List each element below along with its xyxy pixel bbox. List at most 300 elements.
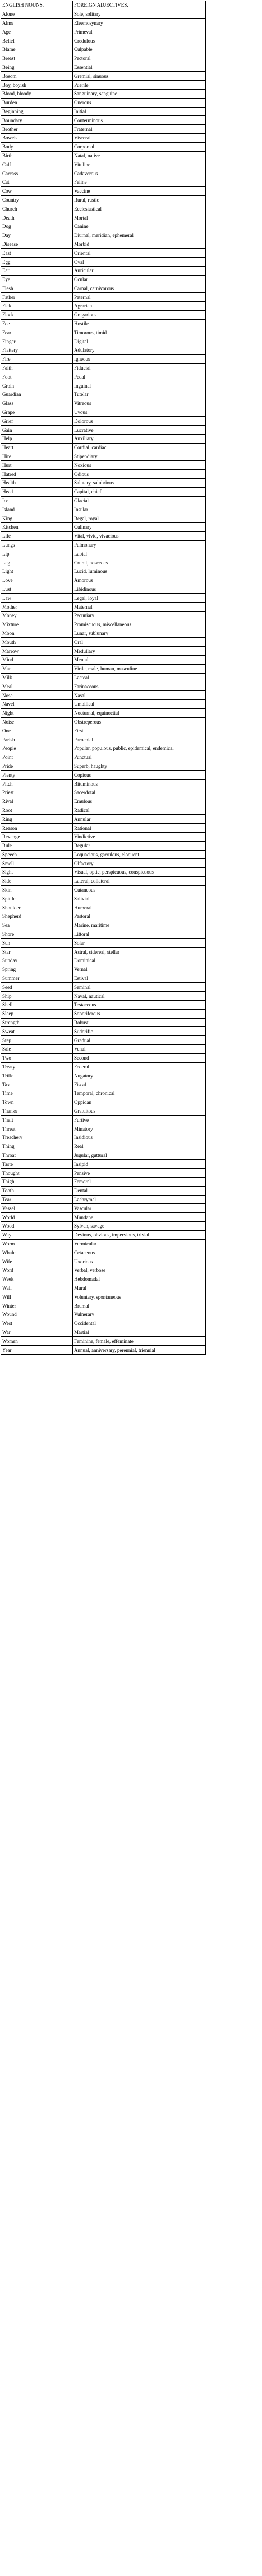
table-row	[1, 496, 206, 505]
table-row	[1, 1177, 206, 1186]
english-noun-cell: War	[1, 1328, 73, 1337]
english-noun-cell: Church	[1, 204, 73, 213]
foreign-adjective-cell: Nasal	[73, 691, 206, 700]
table-row	[1, 81, 206, 90]
english-noun-cell: Field	[1, 302, 73, 311]
foreign-adjective-cell: Ecclesiastical	[73, 204, 206, 213]
foreign-adjective-cell: Lacteal	[73, 673, 206, 682]
table-row	[1, 54, 206, 63]
english-noun-cell: Leg	[1, 558, 73, 567]
table-row	[1, 1027, 206, 1036]
english-noun-cell: Gain	[1, 426, 73, 435]
english-noun-cell: Speech	[1, 850, 73, 859]
foreign-adjective-cell: Humeral	[73, 903, 206, 912]
foreign-adjective-cell: First	[73, 726, 206, 735]
foreign-adjective-cell: Olfactory	[73, 859, 206, 868]
table-row	[1, 682, 206, 691]
english-noun-cell: Ship	[1, 992, 73, 1001]
english-noun-cell: Calf	[1, 160, 73, 169]
table-row	[1, 974, 206, 983]
foreign-adjective-cell: Marine, maritime	[73, 921, 206, 930]
foreign-adjective-cell: Estival	[73, 974, 206, 983]
foreign-adjective-cell: Annular	[73, 815, 206, 824]
english-noun-cell: Mind	[1, 655, 73, 664]
foreign-adjective-cell: Agrarian	[73, 302, 206, 311]
foreign-adjective-cell: Primeval	[73, 27, 206, 36]
foreign-adjective-cell: Credulous	[73, 36, 206, 45]
english-noun-cell: Threat	[1, 1124, 73, 1133]
english-noun-cell: Vessel	[1, 1204, 73, 1213]
english-noun-cell: Priest	[1, 788, 73, 797]
table-row	[1, 1001, 206, 1010]
english-noun-cell: Bosom	[1, 72, 73, 81]
english-noun-cell: Shell	[1, 1001, 73, 1010]
foreign-adjective-cell: Cordial, cardiac	[73, 443, 206, 452]
table-row	[1, 1319, 206, 1328]
foreign-adjective-cell: Noxious	[73, 461, 206, 470]
foreign-adjective-cell: Loquacious, garrulous, eloquent.	[73, 850, 206, 859]
foreign-adjective-cell: Oral	[73, 638, 206, 647]
foreign-adjective-cell: Inguinal	[73, 381, 206, 390]
table-row	[1, 390, 206, 399]
english-noun-cell: Wife	[1, 1257, 73, 1266]
foreign-adjective-cell: Libidinous	[73, 585, 206, 594]
english-noun-cell: Boy, boyish	[1, 81, 73, 90]
foreign-adjective-cell: Virile, male, human, masculine	[73, 664, 206, 673]
english-noun-cell: Pitch	[1, 780, 73, 788]
table-row	[1, 992, 206, 1001]
foreign-adjective-cell: Nocturnal, equinoctial	[73, 708, 206, 717]
table-row	[1, 744, 206, 753]
foreign-adjective-cell: Furtive	[73, 1116, 206, 1124]
english-noun-cell: Revenge	[1, 832, 73, 841]
foreign-adjective-cell: Initial	[73, 107, 206, 116]
english-noun-cell: Sea	[1, 921, 73, 930]
foreign-adjective-cell: Punctual	[73, 753, 206, 762]
english-noun-cell: Spring	[1, 965, 73, 974]
foreign-adjective-cell: Sanguinary, sanguine	[73, 89, 206, 98]
header-foreign-adjectives: FOREIGN ADJECTIVES.	[73, 1, 206, 10]
header-row	[1, 1, 206, 10]
foreign-adjective-cell: Visceral	[73, 133, 206, 142]
english-noun-cell: Burden	[1, 98, 73, 107]
table-row	[1, 1257, 206, 1266]
table-row	[1, 435, 206, 444]
table-row	[1, 611, 206, 620]
foreign-adjective-cell: Salivial	[73, 894, 206, 903]
english-noun-cell: Dog	[1, 222, 73, 231]
english-noun-cell: Alone	[1, 10, 73, 18]
english-noun-cell: Age	[1, 27, 73, 36]
table-row	[1, 1213, 206, 1222]
foreign-adjective-cell: Vascular	[73, 1204, 206, 1213]
foreign-adjective-cell: Temporal, chronical	[73, 1089, 206, 1098]
table-row	[1, 1009, 206, 1018]
table-row	[1, 479, 206, 488]
foreign-adjective-cell: Cetaceous	[73, 1248, 206, 1257]
english-noun-cell: Sun	[1, 939, 73, 948]
english-noun-cell: Ice	[1, 496, 73, 505]
table-row	[1, 178, 206, 186]
english-noun-cell: Treachery	[1, 1133, 73, 1142]
english-noun-cell: Will	[1, 1292, 73, 1301]
table-row	[1, 195, 206, 204]
table-row	[1, 452, 206, 461]
english-noun-cell: Lust	[1, 585, 73, 594]
english-noun-cell: Ear	[1, 266, 73, 275]
table-row	[1, 523, 206, 532]
english-noun-cell: Foot	[1, 372, 73, 381]
table-row	[1, 89, 206, 98]
foreign-adjective-cell: Solar	[73, 939, 206, 948]
english-noun-cell: Fear	[1, 328, 73, 337]
foreign-adjective-cell: Oriental	[73, 249, 206, 258]
foreign-adjective-cell: Lucrative	[73, 426, 206, 435]
table-row	[1, 505, 206, 514]
english-noun-cell: Carcass	[1, 169, 73, 178]
foreign-adjective-cell: Essential	[73, 63, 206, 72]
english-noun-cell: Blood, bloody	[1, 89, 73, 98]
foreign-adjective-cell: Maternal	[73, 603, 206, 612]
foreign-adjective-cell: Vermicular	[73, 1239, 206, 1248]
foreign-adjective-cell: Rural, rustic	[73, 195, 206, 204]
english-noun-cell: Life	[1, 531, 73, 540]
table-row	[1, 797, 206, 806]
foreign-adjective-cell: Farinaceous	[73, 682, 206, 691]
foreign-adjective-cell: Culinary	[73, 523, 206, 532]
table-row	[1, 1337, 206, 1346]
english-noun-cell: Love	[1, 576, 73, 585]
table-row	[1, 1248, 206, 1257]
foreign-adjective-cell: Eleemosynary	[73, 18, 206, 27]
table-row	[1, 717, 206, 726]
english-noun-cell: Flattery	[1, 346, 73, 355]
english-noun-cell: Mixture	[1, 620, 73, 629]
table-row	[1, 1053, 206, 1062]
foreign-adjective-cell: Pastoral	[73, 912, 206, 921]
english-noun-cell: Rival	[1, 797, 73, 806]
table-row	[1, 903, 206, 912]
foreign-adjective-cell: Popular, populous, public, epidemical, endemical	[73, 744, 206, 753]
english-noun-cell: Thing	[1, 1142, 73, 1151]
english-noun-cell: Pride	[1, 762, 73, 771]
foreign-adjective-cell: Fiducial	[73, 363, 206, 372]
foreign-adjective-cell: Gregarious	[73, 310, 206, 319]
english-noun-cell: Shoulder	[1, 903, 73, 912]
table-row	[1, 965, 206, 974]
table-row	[1, 930, 206, 939]
foreign-adjective-cell: Salutary, salubrious	[73, 479, 206, 488]
english-noun-cell: Smell	[1, 859, 73, 868]
foreign-adjective-cell: Copious	[73, 771, 206, 780]
english-noun-cell: Root	[1, 806, 73, 815]
table-row	[1, 1328, 206, 1337]
table-row	[1, 169, 206, 178]
table-row	[1, 133, 206, 142]
english-noun-cell: Mouth	[1, 638, 73, 647]
table-row	[1, 302, 206, 311]
foreign-adjective-cell: Oval	[73, 258, 206, 267]
foreign-adjective-cell: Vulnerary	[73, 1310, 206, 1319]
foreign-adjective-cell: Capital, chief	[73, 487, 206, 496]
table-row	[1, 859, 206, 868]
table-row	[1, 231, 206, 240]
english-noun-cell: Groin	[1, 381, 73, 390]
foreign-adjective-cell: Diurnal, meridian, ephemeral	[73, 231, 206, 240]
english-noun-cell: Treaty	[1, 1062, 73, 1071]
table-row	[1, 638, 206, 647]
table-row	[1, 939, 206, 948]
foreign-adjective-cell: Nugatory	[73, 1071, 206, 1080]
foreign-adjective-cell: Medullary	[73, 647, 206, 656]
foreign-adjective-cell: Lucid, luminous	[73, 567, 206, 576]
english-noun-cell: Body	[1, 142, 73, 151]
table-row	[1, 948, 206, 956]
table-row	[1, 27, 206, 36]
table-row	[1, 1142, 206, 1151]
foreign-adjective-cell: Mural	[73, 1284, 206, 1292]
nouns-adjectives-table	[1, 1, 206, 1355]
foreign-adjective-cell: Odious	[73, 470, 206, 479]
foreign-adjective-cell: Legal, loyal	[73, 594, 206, 603]
english-noun-cell: One	[1, 726, 73, 735]
english-noun-cell: Throat	[1, 1151, 73, 1160]
foreign-adjective-cell: Timorous, timid	[73, 328, 206, 337]
foreign-adjective-cell: Emulous	[73, 797, 206, 806]
table-row	[1, 1346, 206, 1355]
english-noun-cell: Sunday	[1, 956, 73, 965]
table-row	[1, 594, 206, 603]
english-noun-cell: Sale	[1, 1045, 73, 1054]
english-noun-cell: Man	[1, 664, 73, 673]
table-row	[1, 1151, 206, 1160]
table-row	[1, 832, 206, 841]
english-noun-cell: Help	[1, 435, 73, 444]
english-noun-cell: Side	[1, 876, 73, 885]
table-row	[1, 1275, 206, 1284]
english-noun-cell: Marrow	[1, 647, 73, 656]
english-noun-cell: Faith	[1, 363, 73, 372]
table-row	[1, 1062, 206, 1071]
english-noun-cell: Seed	[1, 983, 73, 992]
table-row	[1, 655, 206, 664]
foreign-adjective-cell: Astral, sidereal, stellar	[73, 948, 206, 956]
foreign-adjective-cell: Vituline	[73, 160, 206, 169]
table-row	[1, 664, 206, 673]
table-row	[1, 1133, 206, 1142]
table-row	[1, 762, 206, 771]
english-noun-cell: Wood	[1, 1221, 73, 1230]
english-noun-cell: Breast	[1, 54, 73, 63]
english-noun-cell: Women	[1, 1337, 73, 1346]
english-noun-cell: Sight	[1, 868, 73, 877]
table-row	[1, 1230, 206, 1239]
english-noun-cell: Alms	[1, 18, 73, 27]
english-noun-cell: Blame	[1, 45, 73, 54]
table-row	[1, 540, 206, 549]
english-noun-cell: Fire	[1, 354, 73, 363]
english-noun-cell: Birth	[1, 151, 73, 160]
table-row	[1, 319, 206, 328]
foreign-adjective-cell: Digital	[73, 337, 206, 346]
english-noun-cell: Island	[1, 505, 73, 514]
foreign-adjective-cell: Uxorious	[73, 1257, 206, 1266]
foreign-adjective-cell: Real	[73, 1142, 206, 1151]
table-row	[1, 408, 206, 417]
table-row	[1, 1080, 206, 1089]
foreign-adjective-cell: Second	[73, 1053, 206, 1062]
table-row	[1, 876, 206, 885]
foreign-adjective-cell: Mundane	[73, 1213, 206, 1222]
foreign-adjective-cell: Cadaverous	[73, 169, 206, 178]
english-noun-cell: Step	[1, 1036, 73, 1045]
table-row	[1, 399, 206, 408]
table-row	[1, 629, 206, 638]
foreign-adjective-cell: Radical	[73, 806, 206, 815]
table-row	[1, 708, 206, 717]
foreign-adjective-cell: Lachrymal	[73, 1195, 206, 1204]
english-noun-cell: Wound	[1, 1310, 73, 1319]
english-noun-cell: Death	[1, 213, 73, 222]
foreign-adjective-cell: Igneous	[73, 354, 206, 363]
table-row	[1, 620, 206, 629]
foreign-adjective-cell: Soporiferous	[73, 1009, 206, 1018]
foreign-adjective-cell: Pectoral	[73, 54, 206, 63]
foreign-adjective-cell: Sacerdotal	[73, 788, 206, 797]
table-row	[1, 151, 206, 160]
table-row	[1, 125, 206, 134]
table-row	[1, 107, 206, 116]
foreign-adjective-cell: Pensive	[73, 1169, 206, 1178]
table-row	[1, 699, 206, 708]
table-row	[1, 894, 206, 903]
english-noun-cell: King	[1, 514, 73, 523]
foreign-adjective-cell: Venal	[73, 1045, 206, 1054]
foreign-adjective-cell: Testaceous	[73, 1001, 206, 1010]
table-row	[1, 983, 206, 992]
table-row	[1, 585, 206, 594]
foreign-adjective-cell: Adulatory	[73, 346, 206, 355]
english-noun-cell: Moon	[1, 629, 73, 638]
table-row	[1, 487, 206, 496]
table-row	[1, 558, 206, 567]
foreign-adjective-cell: Onerous	[73, 98, 206, 107]
table-row	[1, 10, 206, 18]
english-noun-cell: Disease	[1, 240, 73, 249]
english-noun-cell: Tear	[1, 1195, 73, 1204]
table-row	[1, 63, 206, 72]
table-row	[1, 1221, 206, 1230]
table-row	[1, 1098, 206, 1107]
english-noun-cell: Belief	[1, 36, 73, 45]
foreign-adjective-cell: Martial	[73, 1328, 206, 1337]
foreign-adjective-cell: Puerile	[73, 81, 206, 90]
table-row	[1, 850, 206, 859]
table-row	[1, 603, 206, 612]
foreign-adjective-cell: Pecuniary	[73, 611, 206, 620]
foreign-adjective-cell: Gradual	[73, 1036, 206, 1045]
table-row	[1, 346, 206, 355]
english-noun-cell: Meal	[1, 682, 73, 691]
english-noun-cell: Grief	[1, 417, 73, 426]
foreign-adjective-cell: Feminine, female, effeminate	[73, 1337, 206, 1346]
foreign-adjective-cell: Vindictive	[73, 832, 206, 841]
english-noun-cell: Time	[1, 1089, 73, 1098]
english-noun-cell: Week	[1, 1275, 73, 1284]
table-row	[1, 1169, 206, 1178]
table-row	[1, 1089, 206, 1098]
table-row	[1, 1186, 206, 1195]
foreign-adjective-cell: Lateral, collateral	[73, 876, 206, 885]
english-noun-cell: Star	[1, 948, 73, 956]
english-noun-cell: Eye	[1, 275, 73, 284]
table-row	[1, 771, 206, 780]
foreign-adjective-cell: Cutaneous	[73, 885, 206, 894]
table-row	[1, 470, 206, 479]
foreign-adjective-cell: Naval, nautical	[73, 992, 206, 1001]
english-noun-cell: Cat	[1, 178, 73, 186]
english-noun-cell: Word	[1, 1266, 73, 1275]
english-noun-cell: Trifle	[1, 1071, 73, 1080]
foreign-adjective-cell: Stipendiary	[73, 452, 206, 461]
english-noun-cell: Nose	[1, 691, 73, 700]
english-noun-cell: Guardian	[1, 390, 73, 399]
table-row	[1, 1292, 206, 1301]
foreign-adjective-cell: Visual, optic, perspicuous, conspicuous	[73, 868, 206, 877]
foreign-adjective-cell: Superb, haughty	[73, 762, 206, 771]
english-noun-cell: Head	[1, 487, 73, 496]
english-noun-cell: Strength	[1, 1018, 73, 1027]
foreign-adjective-cell: Fiscal	[73, 1080, 206, 1089]
foreign-adjective-cell: Minatory	[73, 1124, 206, 1133]
table-row	[1, 363, 206, 372]
table-row	[1, 275, 206, 284]
table-row	[1, 372, 206, 381]
english-noun-cell: Night	[1, 708, 73, 717]
foreign-adjective-cell: Paternal	[73, 293, 206, 302]
english-noun-cell: Summer	[1, 974, 73, 983]
foreign-adjective-cell: Lunar, sublunary	[73, 629, 206, 638]
table-row	[1, 824, 206, 833]
english-noun-cell: Taste	[1, 1160, 73, 1169]
english-noun-cell: Year	[1, 1346, 73, 1355]
foreign-adjective-cell: Natal, native	[73, 151, 206, 160]
table-row	[1, 1045, 206, 1054]
english-noun-cell: Winter	[1, 1301, 73, 1310]
foreign-adjective-cell: Sudorific	[73, 1027, 206, 1036]
foreign-adjective-cell: Auricular	[73, 266, 206, 275]
table-row	[1, 417, 206, 426]
foreign-adjective-cell: Obstreperous	[73, 717, 206, 726]
english-noun-cell: Sweat	[1, 1027, 73, 1036]
table-row	[1, 1239, 206, 1248]
foreign-adjective-cell: Sole, solitary	[73, 10, 206, 18]
table-row	[1, 258, 206, 267]
english-noun-cell: Worm	[1, 1239, 73, 1248]
table-row	[1, 186, 206, 195]
table-row	[1, 160, 206, 169]
table-row	[1, 310, 206, 319]
english-noun-cell: Lip	[1, 549, 73, 558]
foreign-adjective-cell: Sylvan, savage	[73, 1221, 206, 1230]
table-row	[1, 1036, 206, 1045]
foreign-adjective-cell: Corporeal	[73, 142, 206, 151]
table-row	[1, 815, 206, 824]
table-row	[1, 45, 206, 54]
english-noun-cell: Flesh	[1, 284, 73, 293]
english-noun-cell: Being	[1, 63, 73, 72]
english-noun-cell: Foe	[1, 319, 73, 328]
